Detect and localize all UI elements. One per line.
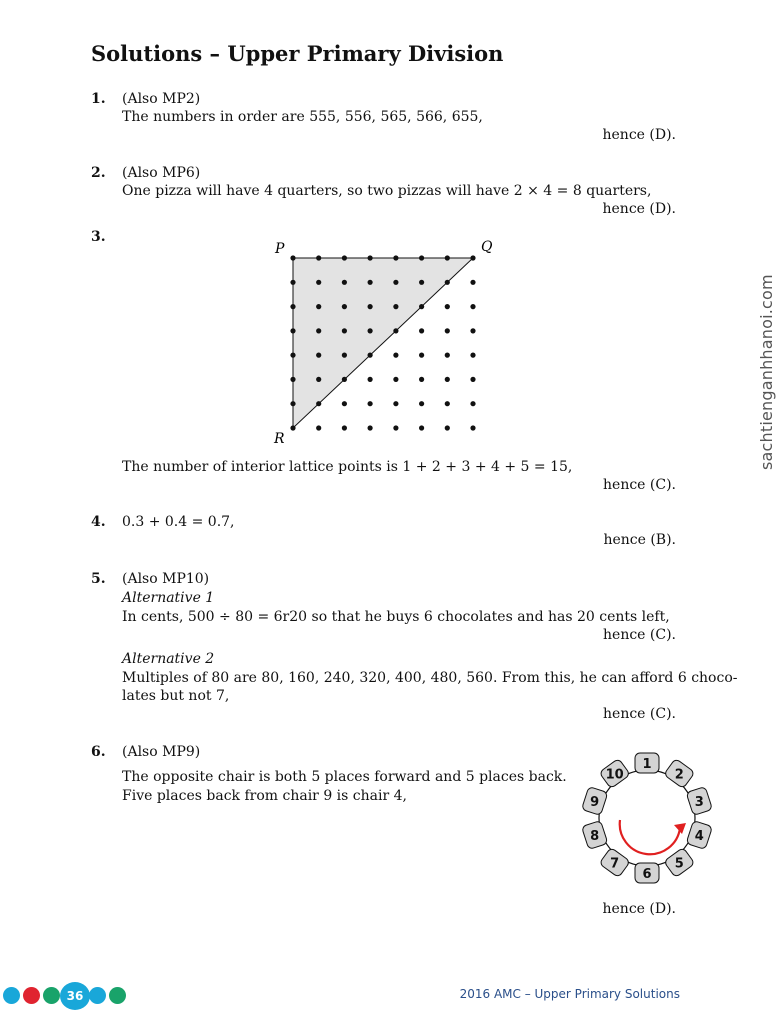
footer-dot-red [23,987,40,1004]
lattice-point [316,425,321,430]
lattice-point [290,425,295,430]
lattice-point [290,304,295,309]
label-r: R [274,431,285,447]
lattice-point [393,304,398,309]
lattice-point [470,255,475,260]
problem-4-line-1: 0.3 + 0.4 = 0.7, [122,514,235,530]
lattice-point [393,280,398,285]
chair-label: 8 [590,829,600,844]
chair-label: 5 [674,856,684,872]
lattice-point [470,377,475,382]
lattice-point [368,280,373,285]
lattice-point [445,401,450,406]
lattice-point [316,280,321,285]
lattice-point [470,425,475,430]
lattice-point [290,255,295,260]
watermark: sachtienganhhanoi.com [757,274,776,470]
lattice-point [419,280,424,285]
lattice-point [316,304,321,309]
problem-4-number: 4. [91,514,106,530]
problem-1-number: 1. [91,91,106,107]
lattice-point [368,304,373,309]
lattice-point [368,425,373,430]
lattice-point [342,377,347,382]
problem-2-line-1: (Also MP6) [122,165,201,181]
problem-3-line-1: The number of interior lattice points is 1 + 2 + 3 + 4 + 5 = 15, [122,459,573,475]
problem-6-line-3: Five places back from chair 9 is chair 4, [122,788,407,804]
lattice-point [393,425,398,430]
lattice-point [393,328,398,333]
lattice-point [393,377,398,382]
lattice-point [342,353,347,358]
lattice-point [368,353,373,358]
lattice-point [342,401,347,406]
lattice-point [393,401,398,406]
lattice-point [368,328,373,333]
lattice-point [342,304,347,309]
footer-text: 2016 AMC – Upper Primary Solutions [459,987,680,1001]
chair-label: 1 [642,757,652,772]
lattice-point [316,328,321,333]
lattice-point [470,280,475,285]
lattice-point [393,353,398,358]
problem-5-line-4: lates but not 7, [122,688,230,704]
chair-label: 2 [674,767,684,783]
lattice-point [470,328,475,333]
lattice-point [445,425,450,430]
problem-3-answer: hence (C). [603,477,676,493]
lattice-point [470,353,475,358]
problem-6-line-2: The opposite chair is both 5 places forward and 5 places back. [122,769,567,785]
lattice-point [342,425,347,430]
problem-2-line-2: One pizza will have 4 quarters, so two pizzas will have 2 × 4 = 8 quarters, [122,183,652,199]
lattice-point [470,401,475,406]
lattice-point [445,328,450,333]
problem-2-number: 2. [91,165,106,181]
lattice-point [290,353,295,358]
problem-5-line-1: (Also MP10) [122,571,210,587]
problem-1-answer: hence (D). [602,127,676,143]
lattice-point [419,255,424,260]
lattice-point [342,255,347,260]
lattice-point [368,377,373,382]
lattice-point [290,401,295,406]
problem-1-line-1: (Also MP2) [122,91,201,107]
lattice-point [316,255,321,260]
lattice-point [290,328,295,333]
problem-5-answer-2: hence (C). [603,706,676,722]
footer-dot-blue-2 [89,987,106,1004]
lattice-point [445,280,450,285]
problem-3-number: 3. [91,229,106,245]
lattice-point [393,255,398,260]
lattice-grid-diagram [260,232,500,447]
round-table-chairs-diagram [576,752,720,882]
problem-2-answer: hence (D). [602,201,676,217]
lattice-point [368,401,373,406]
lattice-point [445,255,450,260]
lattice-point [419,328,424,333]
problem-4-answer: hence (B). [603,532,676,548]
chair-label: 3 [694,795,704,810]
lattice-point [368,255,373,260]
chair-label: 7 [610,856,620,872]
lattice-point [290,377,295,382]
lattice-point [419,401,424,406]
lattice-point [342,280,347,285]
lattice-point [316,353,321,358]
alternative-1-heading: Alternative 1 [122,590,215,606]
lattice-point [419,377,424,382]
problem-5-number: 5. [91,571,106,587]
lattice-point [316,401,321,406]
footer-dot-green-2 [109,987,126,1004]
lattice-point [419,425,424,430]
lattice-point [419,353,424,358]
lattice-point [419,304,424,309]
label-p: P [275,241,285,257]
lattice-point [290,280,295,285]
chair-label: 6 [642,867,652,882]
problem-6-line-1: (Also MP9) [122,744,201,760]
page-title: Solutions – Upper Primary Division [91,41,504,66]
lattice-point [316,377,321,382]
lattice-point [470,304,475,309]
lattice-point [342,328,347,333]
footer-dot-blue [3,987,20,1004]
problem-5-line-3: Multiples of 80 are 80, 160, 240, 320, 400, 480, 560. From this, he can afford 6 choco- [122,670,738,686]
lattice-point [445,353,450,358]
problem-5-line-2: In cents, 500 ÷ 80 = 6r20 so that he buys 6 chocolates and has 20 cents left, [122,609,670,625]
lattice-point [445,377,450,382]
lattice-point [445,304,450,309]
label-q: Q [481,239,493,255]
problem-6-answer: hence (D). [602,901,676,917]
problem-5-answer-1: hence (C). [603,627,676,643]
alternative-2-heading: Alternative 2 [122,651,215,667]
chair-label: 9 [590,795,600,810]
problem-1-line-2: The numbers in order are 555, 556, 565, 566, 655, [122,109,483,125]
chair-label: 4 [694,829,704,844]
footer-dot-green [43,987,60,1004]
chair-label: 10 [605,767,624,783]
problem-6-number: 6. [91,744,106,760]
page-number: 36 [60,982,90,1010]
